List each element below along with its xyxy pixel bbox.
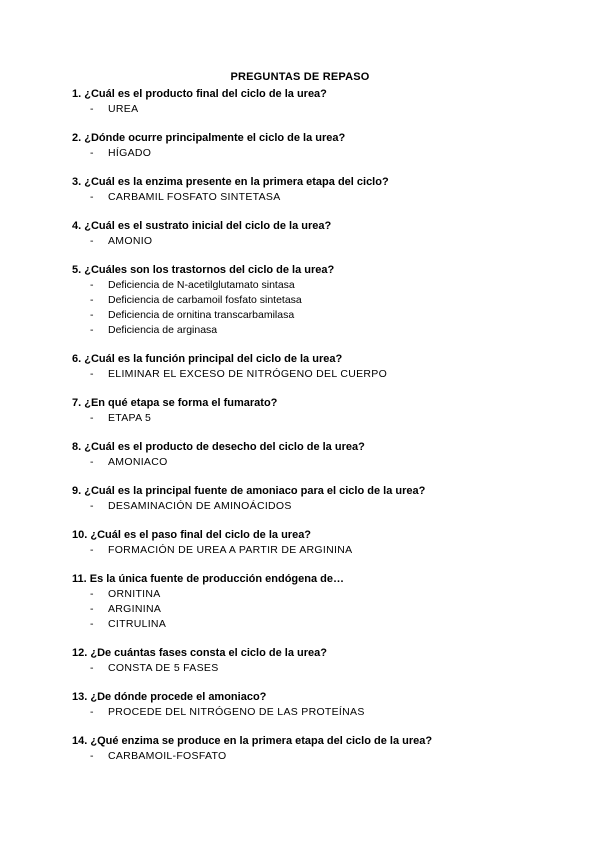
answer-item [72,146,552,161]
question-text: 3. ¿Cuál es la enzima presente en la primera etapa del ciclo? [72,176,389,188]
answer-text: Deficiencia de carbamoil fosfato sintetasa [108,294,302,306]
answer-bullet: - [90,294,94,306]
answer-bullet: - [90,544,94,556]
answer-item [72,499,552,514]
answer-bullet: - [90,368,94,380]
question-block [72,131,552,161]
page-title: PREGUNTAS DE REPASO [230,71,370,83]
answer-bullet: - [90,309,94,321]
question-text: 2. ¿Dónde ocurre principalmente el ciclo de la urea? [72,132,346,144]
question-text: 8. ¿Cuál es el producto de desecho del ciclo de la urea? [72,441,365,453]
answer-item [72,587,552,602]
answer-bullet: - [90,706,94,718]
answer-text: ARGININA [108,603,162,615]
answer-text: CITRULINA [108,618,167,630]
answer-item [72,705,552,720]
answer-item [72,749,552,764]
answer-bullet: - [90,191,94,203]
question-text: 6. ¿Cuál es la función principal del ciclo de la urea? [72,353,343,365]
answer-item [72,411,552,426]
answer-item [72,543,552,558]
question-text: 11. Es la única fuente de producción endógena de… [72,573,345,585]
answer-text: DESAMINACIÓN DE AMINOÁCIDOS [108,500,292,512]
question-text: 9. ¿Cuál es la principal fuente de amoniaco para el ciclo de la urea? [72,485,426,497]
question-block [72,352,552,382]
answer-text: FORMACIÓN DE UREA A PARTIR DE ARGININA [108,544,353,556]
answer-text: ELIMINAR EL EXCESO DE NITRÓGENO DEL CUERPO [108,368,388,380]
answer-text: ETAPA 5 [108,412,152,424]
answer-text: Deficiencia de arginasa [108,324,218,336]
answer-item [72,455,552,470]
question-text: 12. ¿De cuántas fases consta el ciclo de la urea? [72,647,327,659]
answer-bullet: - [90,500,94,512]
answer-text: Deficiencia de N-acetilglutamato sintasa [108,279,295,291]
answer-item [72,661,552,676]
answer-item [72,278,552,293]
answer-bullet: - [90,618,94,630]
question-text: 1. ¿Cuál es el producto final del ciclo de la urea? [72,88,327,100]
answer-bullet: - [90,235,94,247]
answer-item [72,367,552,382]
answer-bullet: - [90,588,94,600]
question-block [72,528,552,558]
answer-bullet: - [90,147,94,159]
answer-text: ORNITINA [108,588,161,600]
answer-text: CARBAMIL FOSFATO SINTETASA [108,191,281,203]
question-text: 14. ¿Qué enzima se produce en la primera etapa del ciclo de la urea? [72,735,433,747]
answer-item [72,602,552,617]
answer-item [72,234,552,249]
answer-bullet: - [90,412,94,424]
answer-bullet: - [90,456,94,468]
question-text: 13. ¿De dónde procede el amoniaco? [72,691,267,703]
question-block [72,219,552,249]
answer-item [72,308,552,323]
answer-text: Deficiencia de ornitina transcarbamilasa [108,309,295,321]
question-block [72,440,552,470]
question-block [72,175,552,205]
answer-item [72,102,552,117]
answer-text: AMONIO [108,235,153,247]
question-block [72,572,552,632]
question-text: 4. ¿Cuál es el sustrato inicial del ciclo de la urea? [72,220,332,232]
answer-text: UREA [108,103,139,115]
answer-bullet: - [90,324,94,336]
answer-text: CARBAMOIL-FOSFATO [108,750,227,762]
question-block [72,396,552,426]
answer-text: HÍGADO [108,147,152,159]
question-block [72,484,552,514]
question-block [72,263,552,338]
answer-bullet: - [90,103,94,115]
answer-item [72,293,552,308]
answer-text: AMONIACO [108,456,168,468]
answer-bullet: - [90,603,94,615]
question-text: 10. ¿Cuál es el paso final del ciclo de la urea? [72,529,312,541]
answer-bullet: - [90,279,94,291]
answer-text: CONSTA DE 5 FASES [108,662,219,674]
answer-item [72,323,552,338]
question-block [72,646,552,676]
question-block [72,734,552,764]
question-text: 5. ¿Cuáles son los trastornos del ciclo de la urea? [72,264,335,276]
question-text: 7. ¿En qué etapa se forma el fumarato? [72,397,278,409]
question-block [72,690,552,720]
answer-item [72,617,552,632]
answer-bullet: - [90,662,94,674]
answer-item [72,190,552,205]
question-block [72,87,552,117]
answer-bullet: - [90,750,94,762]
question-list [72,87,552,778]
answer-text: PROCEDE DEL NITRÓGENO DE LAS PROTEÍNAS [108,706,365,718]
